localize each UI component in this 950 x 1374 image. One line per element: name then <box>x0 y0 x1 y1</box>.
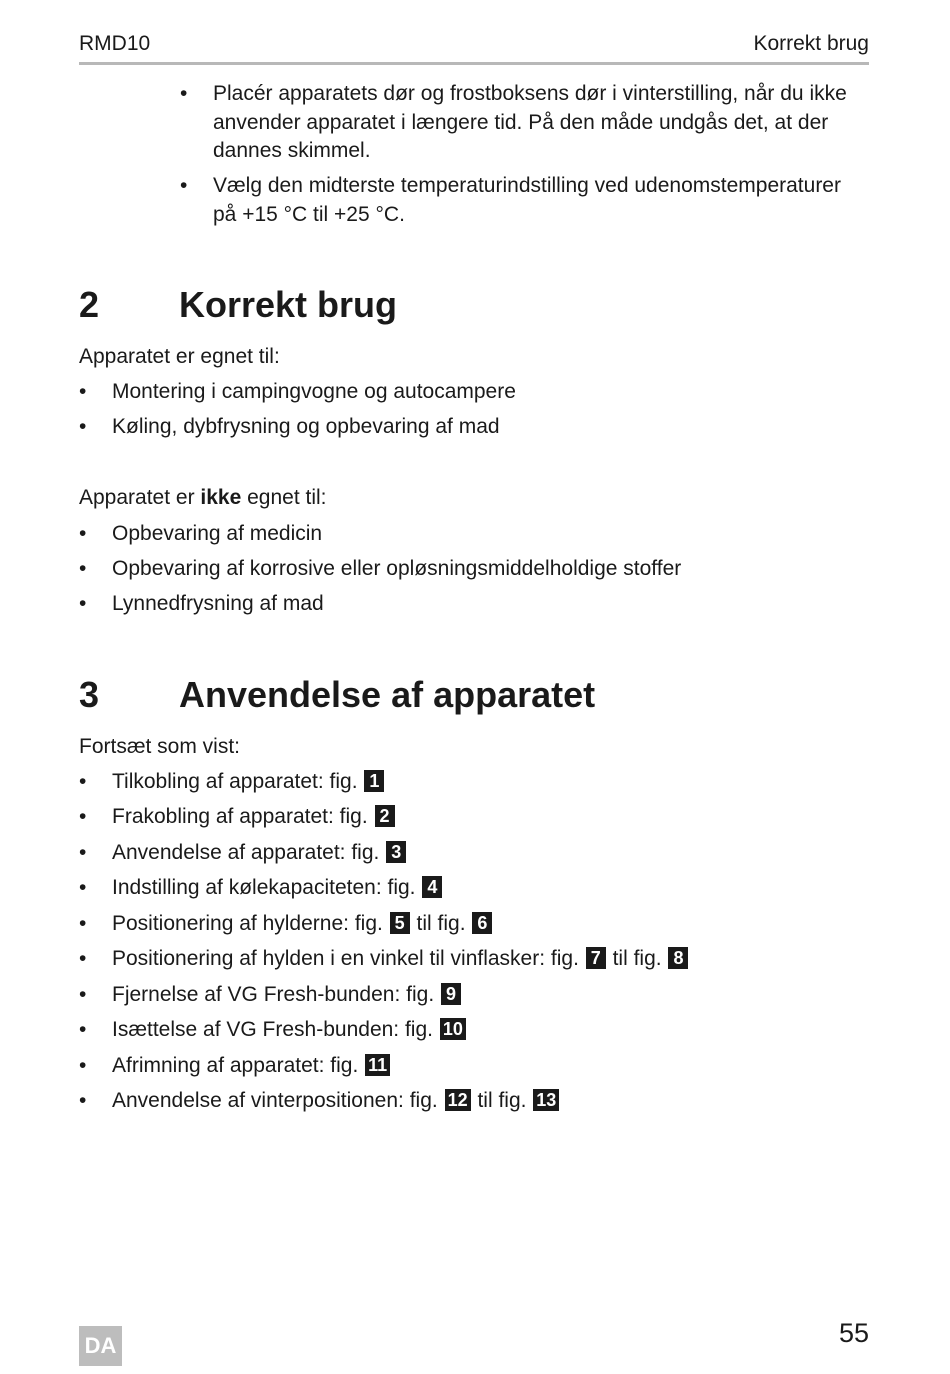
list-item-text: Opbevaring af medicin <box>112 522 323 545</box>
figure-ref-badge: 2 <box>375 805 395 827</box>
bullet-icon: • <box>79 983 87 1006</box>
usage-item-range: til fig. <box>416 912 466 935</box>
page-number: 55 <box>838 1318 869 1348</box>
bullet-icon: • <box>79 841 87 864</box>
page-header <box>79 30 869 65</box>
bullet-icon: • <box>79 557 87 580</box>
section-title: Korrekt brug <box>179 284 398 325</box>
section-title: Anvendelse af apparatet <box>179 674 596 715</box>
intro-bullet-text: Vælg den midterste temperaturindstilling ved udenomstemperaturer på +15 °C til +25 °C. <box>213 174 841 226</box>
bullet-icon: • <box>79 1018 87 1041</box>
usage-item-text: Positionering af hylden i en vinkel til vinflasker: fig. <box>112 947 579 970</box>
usage-item-text: Positionering af hylderne: fig. <box>112 912 383 935</box>
bullet-icon: • <box>79 1054 87 1077</box>
figure-ref-badge: 8 <box>668 947 688 969</box>
list-item-text: Lynnedfrysning af mad <box>112 592 324 615</box>
header-section: Korrekt brug <box>753 32 869 55</box>
unsuitable-intro <box>79 484 327 512</box>
bullet-icon: • <box>79 522 87 545</box>
intro-bullet <box>180 80 870 166</box>
usage-item-range: til fig. <box>477 1089 527 1112</box>
bullet-icon: • <box>79 415 87 438</box>
bullet-icon: • <box>79 592 87 615</box>
figure-ref-badge: 10 <box>440 1018 466 1040</box>
usage-item-text: Tilkobling af apparatet: fig. <box>112 770 358 793</box>
bullet-icon: • <box>180 174 188 197</box>
section-number: 3 <box>79 674 100 715</box>
usage-item-text: Anvendelse af vinterpositionen: fig. <box>112 1089 438 1112</box>
bullet-icon: • <box>180 82 188 105</box>
figure-ref-badge: 11 <box>365 1054 390 1076</box>
bullet-icon: • <box>79 947 87 970</box>
bullet-icon: • <box>79 912 87 935</box>
bullet-icon: • <box>79 770 87 793</box>
figure-ref-badge: 9 <box>441 983 461 1005</box>
figure-ref-badge: 12 <box>445 1089 471 1111</box>
usage-item-range: til fig. <box>612 947 662 970</box>
bullet-icon: • <box>79 380 87 403</box>
unsuitable-intro-pre: Apparatet er <box>79 486 201 509</box>
unsuitable-intro-post: egnet til: <box>241 486 327 509</box>
intro-bullet <box>180 172 870 229</box>
bullet-icon: • <box>79 805 87 828</box>
bullet-icon: • <box>79 876 87 899</box>
usage-item-text: Indstilling af kølekapaciteten: fig. <box>112 876 416 899</box>
figure-ref-badge: 5 <box>390 912 410 934</box>
bullet-icon: • <box>79 1089 87 1112</box>
figure-ref-badge: 4 <box>422 876 442 898</box>
usage-intro: Fortsæt som vist: <box>79 735 241 758</box>
figure-ref-badge: 6 <box>472 912 492 934</box>
header-model: RMD10 <box>79 32 151 55</box>
usage-item-text: Afrimning af apparatet: fig. <box>112 1054 359 1077</box>
list-item-text: Montering i campingvogne og autocampere <box>112 380 516 403</box>
intro-bullet-text: Placér apparatets dør og frostboksens dør i vinterstilling, når du ikke anvender apparatet i længere tid. På den måde undgås det, at der dannes skimmel. <box>213 82 847 162</box>
figure-ref-badge: 1 <box>364 770 384 792</box>
usage-item-text: Anvendelse af apparatet: fig. <box>112 841 380 864</box>
usage-item-text: Isættelse af VG Fresh-bunden: fig. <box>112 1018 433 1041</box>
usage-item-text: Fjernelse af VG Fresh-bunden: fig. <box>112 983 435 1006</box>
unsuitable-intro-emphasis: ikke <box>200 486 242 509</box>
figure-ref-badge: 3 <box>386 841 406 863</box>
section-number: 2 <box>79 284 100 325</box>
figure-ref-badge: 13 <box>533 1089 559 1111</box>
list-item-text: Køling, dybfrysning og opbevaring af mad <box>112 415 500 438</box>
list-item-text: Opbevaring af korrosive eller opløsningsmiddelholdige stoffer <box>112 557 682 580</box>
language-tab: DA <box>79 1326 122 1366</box>
usage-item-text: Frakobling af apparatet: fig. <box>112 805 368 828</box>
suitable-intro: Apparatet er egnet til: <box>79 345 280 368</box>
figure-ref-badge: 7 <box>586 947 606 969</box>
